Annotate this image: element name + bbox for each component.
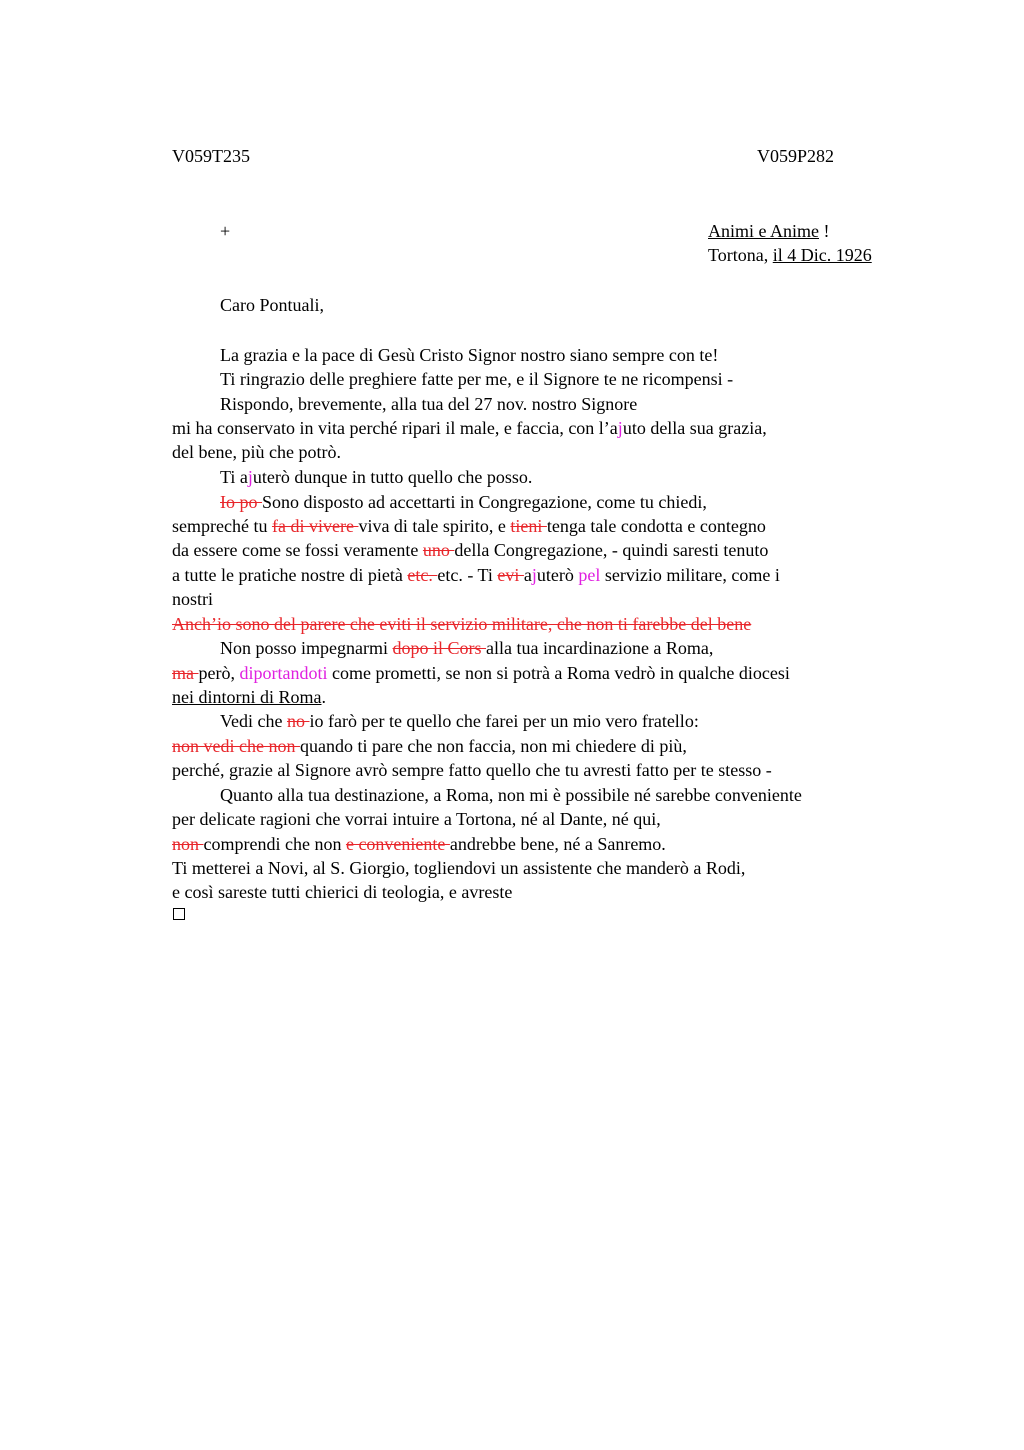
body-line (172, 832, 666, 856)
text: Ti a (220, 467, 248, 487)
text: . (321, 687, 326, 707)
inserted-text: pel (578, 565, 601, 585)
text: da essere come se fossi veramente (172, 540, 423, 560)
inserted-text: diportandoti (239, 663, 328, 683)
text: mi ha conservato in vita perché ripari il male, e faccia, con l’a (172, 418, 618, 438)
deleted-text: etc. (407, 565, 438, 585)
body-line (172, 734, 687, 758)
text: servizio militare, come i (600, 565, 780, 585)
deleted-text: e conveniente (345, 834, 450, 854)
inserted-text: j (531, 565, 537, 585)
date: il 4 Dic. 1926 (772, 245, 872, 265)
text: comprendi che non (203, 834, 346, 854)
body-line: perché, grazie al Signore avrò sempre fatto quello che tu avresti fatto per te stesso - (172, 760, 772, 780)
body-line: La grazia e la pace di Gesù Cristo Signor nostro siano sempre con te! (220, 345, 719, 365)
deleted-text: dopo il Cors (392, 638, 487, 658)
document-code-left: V059T235 (172, 146, 250, 166)
text: uterò dunque in tutto quello che posso. (252, 467, 533, 487)
deleted-text: uno (422, 540, 455, 560)
deleted-text: non (172, 834, 204, 854)
text: Non posso impegnarmi (220, 638, 393, 658)
body-line: per delicate ragioni che vorrai intuire a Tortona, né al Dante, né qui, (172, 809, 661, 829)
deleted-text: Anch’io sono del parere che eviti il servizio militare, che non ti farebbe del bene (172, 614, 752, 634)
body-line (220, 709, 699, 733)
text: a (523, 565, 532, 585)
text: però, (198, 663, 240, 683)
document-code-right: V059P282 (757, 146, 835, 166)
text: Vedi che (220, 711, 287, 731)
deleted-text: non vedi che non (172, 736, 300, 756)
motto-suffix: ! (819, 221, 830, 241)
text: sempreché tu (172, 516, 272, 536)
body-line: Quanto alla tua destinazione, a Roma, non mi è possibile né sarebbe conveniente (220, 785, 802, 805)
cross-symbol: + (220, 221, 231, 241)
body-line: e così sareste tutti chierici di teologia, e avreste (172, 882, 513, 902)
deleted-text: evi (497, 565, 524, 585)
body-line (172, 685, 326, 709)
motto (708, 221, 830, 242)
body-line (220, 636, 713, 660)
underlined-text: nei dintorni di Roma (172, 687, 322, 707)
deleted-text: fa di vivere (271, 516, 359, 536)
text: della Congregazione, - quindi saresti tenuto (454, 540, 769, 560)
deleted-text: no (286, 711, 310, 731)
deleted-text: tieni (510, 516, 547, 536)
place-date (708, 245, 872, 266)
deleted-text: Io po (220, 492, 262, 512)
text: tenga tale condotta e contegno (546, 516, 766, 536)
empty-box-icon (173, 908, 185, 920)
text: uterò (536, 565, 579, 585)
deleted-text: ma (172, 663, 199, 683)
text: andrebbe bene, né a Sanremo. (449, 834, 666, 854)
body-line (172, 538, 768, 562)
salutation: Caro Pontuali, (220, 295, 324, 315)
inserted-text: j (617, 418, 623, 438)
body-line (172, 416, 767, 440)
body-line (172, 563, 780, 587)
body-line (172, 661, 790, 685)
body-line (172, 514, 766, 538)
body-line: Rispondo, brevemente, alla tua del 27 nov. nostro Signore (220, 394, 638, 414)
text: Sono disposto ad accettarti in Congregazione, come tu chiedi, (262, 492, 707, 512)
body-line (172, 612, 751, 636)
place: Tortona, (708, 245, 773, 265)
body-line (220, 490, 707, 514)
text: viva di tale spirito, e (358, 516, 511, 536)
body-line: nostri (172, 589, 214, 609)
text: come prometti, se non si potrà a Roma vedrò in qualche diocesi (327, 663, 790, 683)
motto-text: Animi e Anime (708, 221, 819, 241)
text: etc. - Ti (437, 565, 498, 585)
body-line: Ti ringrazio delle preghiere fatte per me, e il Signore te ne ricompensi - (220, 369, 734, 389)
body-line (220, 465, 532, 489)
text: quando ti pare che non faccia, non mi chiedere di più, (299, 736, 687, 756)
text: uto della sua grazia, (622, 418, 767, 438)
body-line: del bene, più che potrò. (172, 442, 341, 462)
body-line: Ti metterei a Novi, al S. Giorgio, togliendovi un assistente che manderò a Rodi, (172, 858, 746, 878)
inserted-text: j (247, 467, 253, 487)
text: io farò per te quello che farei per un mio vero fratello: (309, 711, 699, 731)
text: alla tua incardinazione a Roma, (486, 638, 714, 658)
text: a tutte le pratiche nostre di pietà (172, 565, 408, 585)
